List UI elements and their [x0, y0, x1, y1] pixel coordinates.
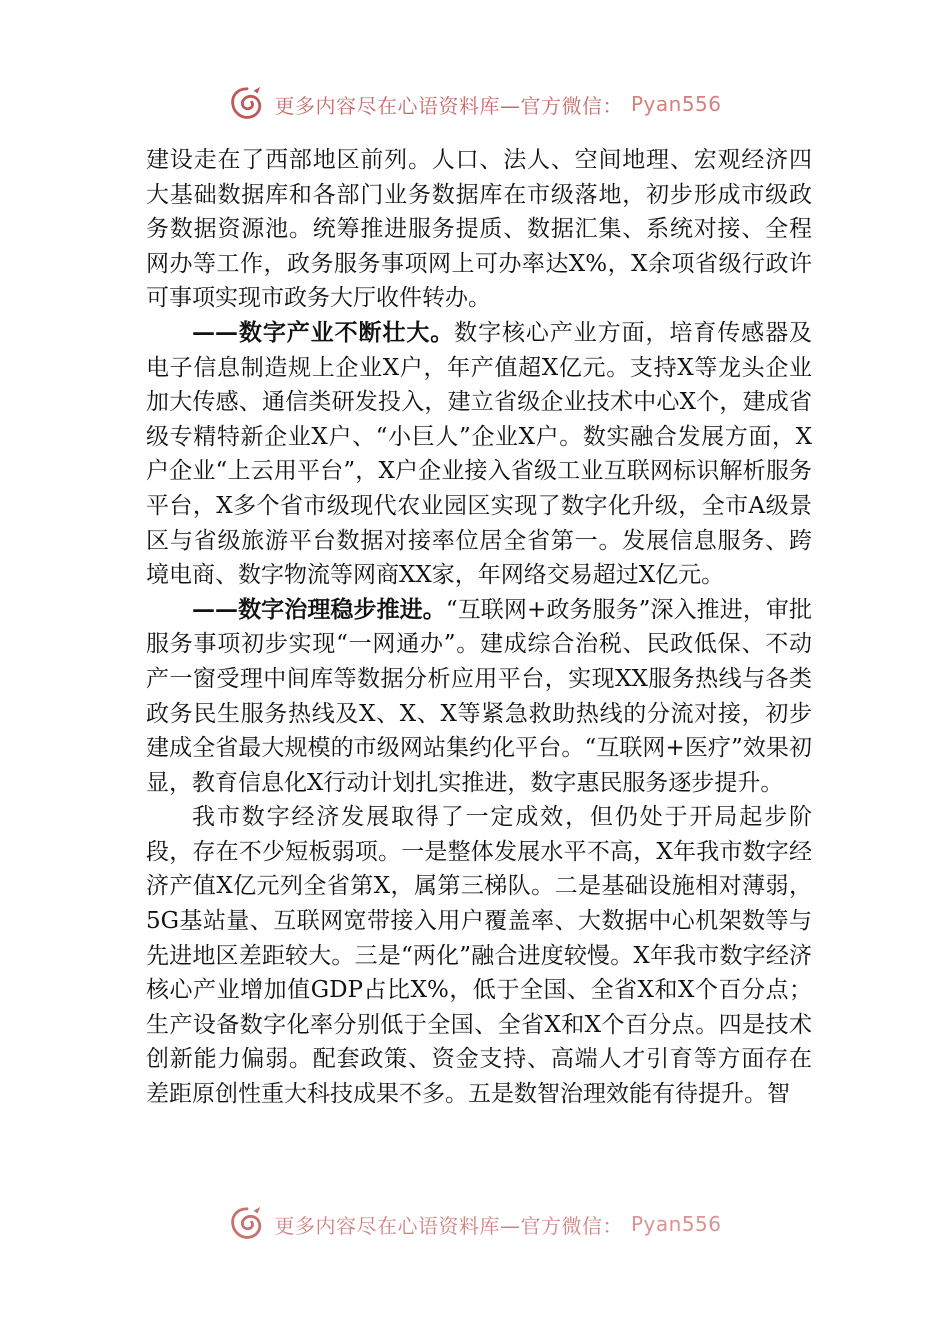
- swirl-logo-icon: [228, 85, 266, 123]
- paragraph-shortcomings: 我市数字经济发展取得了一定成效，但仍处于开局起步阶段，存在不少短板弱项。一是整体发展水平不高，X年我市数字经济产值X亿元列全省第X，属第三梯队。二是基础设施相对薄弱，5G基站量、互联网宽带接入用户覆盖率、大数据中心机架数等与先进地区差距较大。三是“两化”融合进度较慢。X年我市数字经济核心产业增加值GDP占比X%，低于全国、全省X和X个百分点；生产设备数字化率分别低于全国、全省X和X个百分点。四是技术创新能力偏弱。配套政策、资金支持、高端人才引育等方面存在差距原创性重大科技成果不多。五是数智治理效能有待提升。智: [146, 804, 812, 1108]
- watermark-wechat-id: Pyan556: [630, 92, 722, 116]
- body-text: [146, 143, 812, 1112]
- paragraph-digital-industry-body: 数字核心产业方面，培育传感器及电子信息制造规上企业X户，年产值超X亿元。支持X等龙头企业加大传感、通信类研发投入，建立省级企业技术中心X个，建成省级专精特新企业X户、“小巨人”企业X户。数实融合发展方面，X户企业“上云用平台”，X户企业接入省级工业互联网标识解析服务平台，X多个省市级现代农业园区实现了数字化升级，全市A级景区与省级旅游平台数据对接率位居全省第一。发展信息服务、跨境电商、数字物流等网商XX家，年网络交易超过X亿元。: [146, 319, 813, 589]
- section-heading-digital-governance: ——数字治理稳步推进。: [192, 595, 446, 623]
- watermark-text: 更多内容尽在心语资料库—官方微信：: [274, 1213, 623, 1238]
- footer-watermark: [0, 1206, 950, 1242]
- paragraph-digital-industry: [146, 316, 812, 593]
- paragraph-digital-governance-body: “互联网+政务服务”深入推进，审批服务事项初步实现“一网通办”。建成综合治税、民政低保、不动产一窗受理中间库等数据分析应用平台，实现XX服务热线与各类政务民生服务热线及X、X、X等紧急救助热线的分流对接，初步建成全省最大规模的市级网站集约化平台。“互联网+医疗”效果初显，教育信息化X行动计划扎实推进，数字惠民服务逐步提升。: [146, 596, 813, 796]
- header-watermark: [0, 82, 950, 126]
- watermark-wechat-id: Pyan556: [630, 1212, 722, 1236]
- swirl-logo-icon: [228, 1205, 266, 1243]
- paragraph-digital-governance: [146, 593, 812, 801]
- section-heading-digital-industry: ——数字产业不断壮大。: [192, 318, 455, 346]
- watermark-text: 更多内容尽在心语资料库—官方微信：: [274, 93, 623, 118]
- paragraph-continued: 建设走在了西部地区前列。人口、法人、空间地理、宏观经济四大基础数据库和各部门业务数据库在市级落地，初步形成市级政务数据资源池。统筹推进服务提质、数据汇集、系统对接、全程网办等工作，政务服务事项网上可办率达X%，X余项省级行政许可事项实现市政务大厅收件转办。: [146, 147, 812, 312]
